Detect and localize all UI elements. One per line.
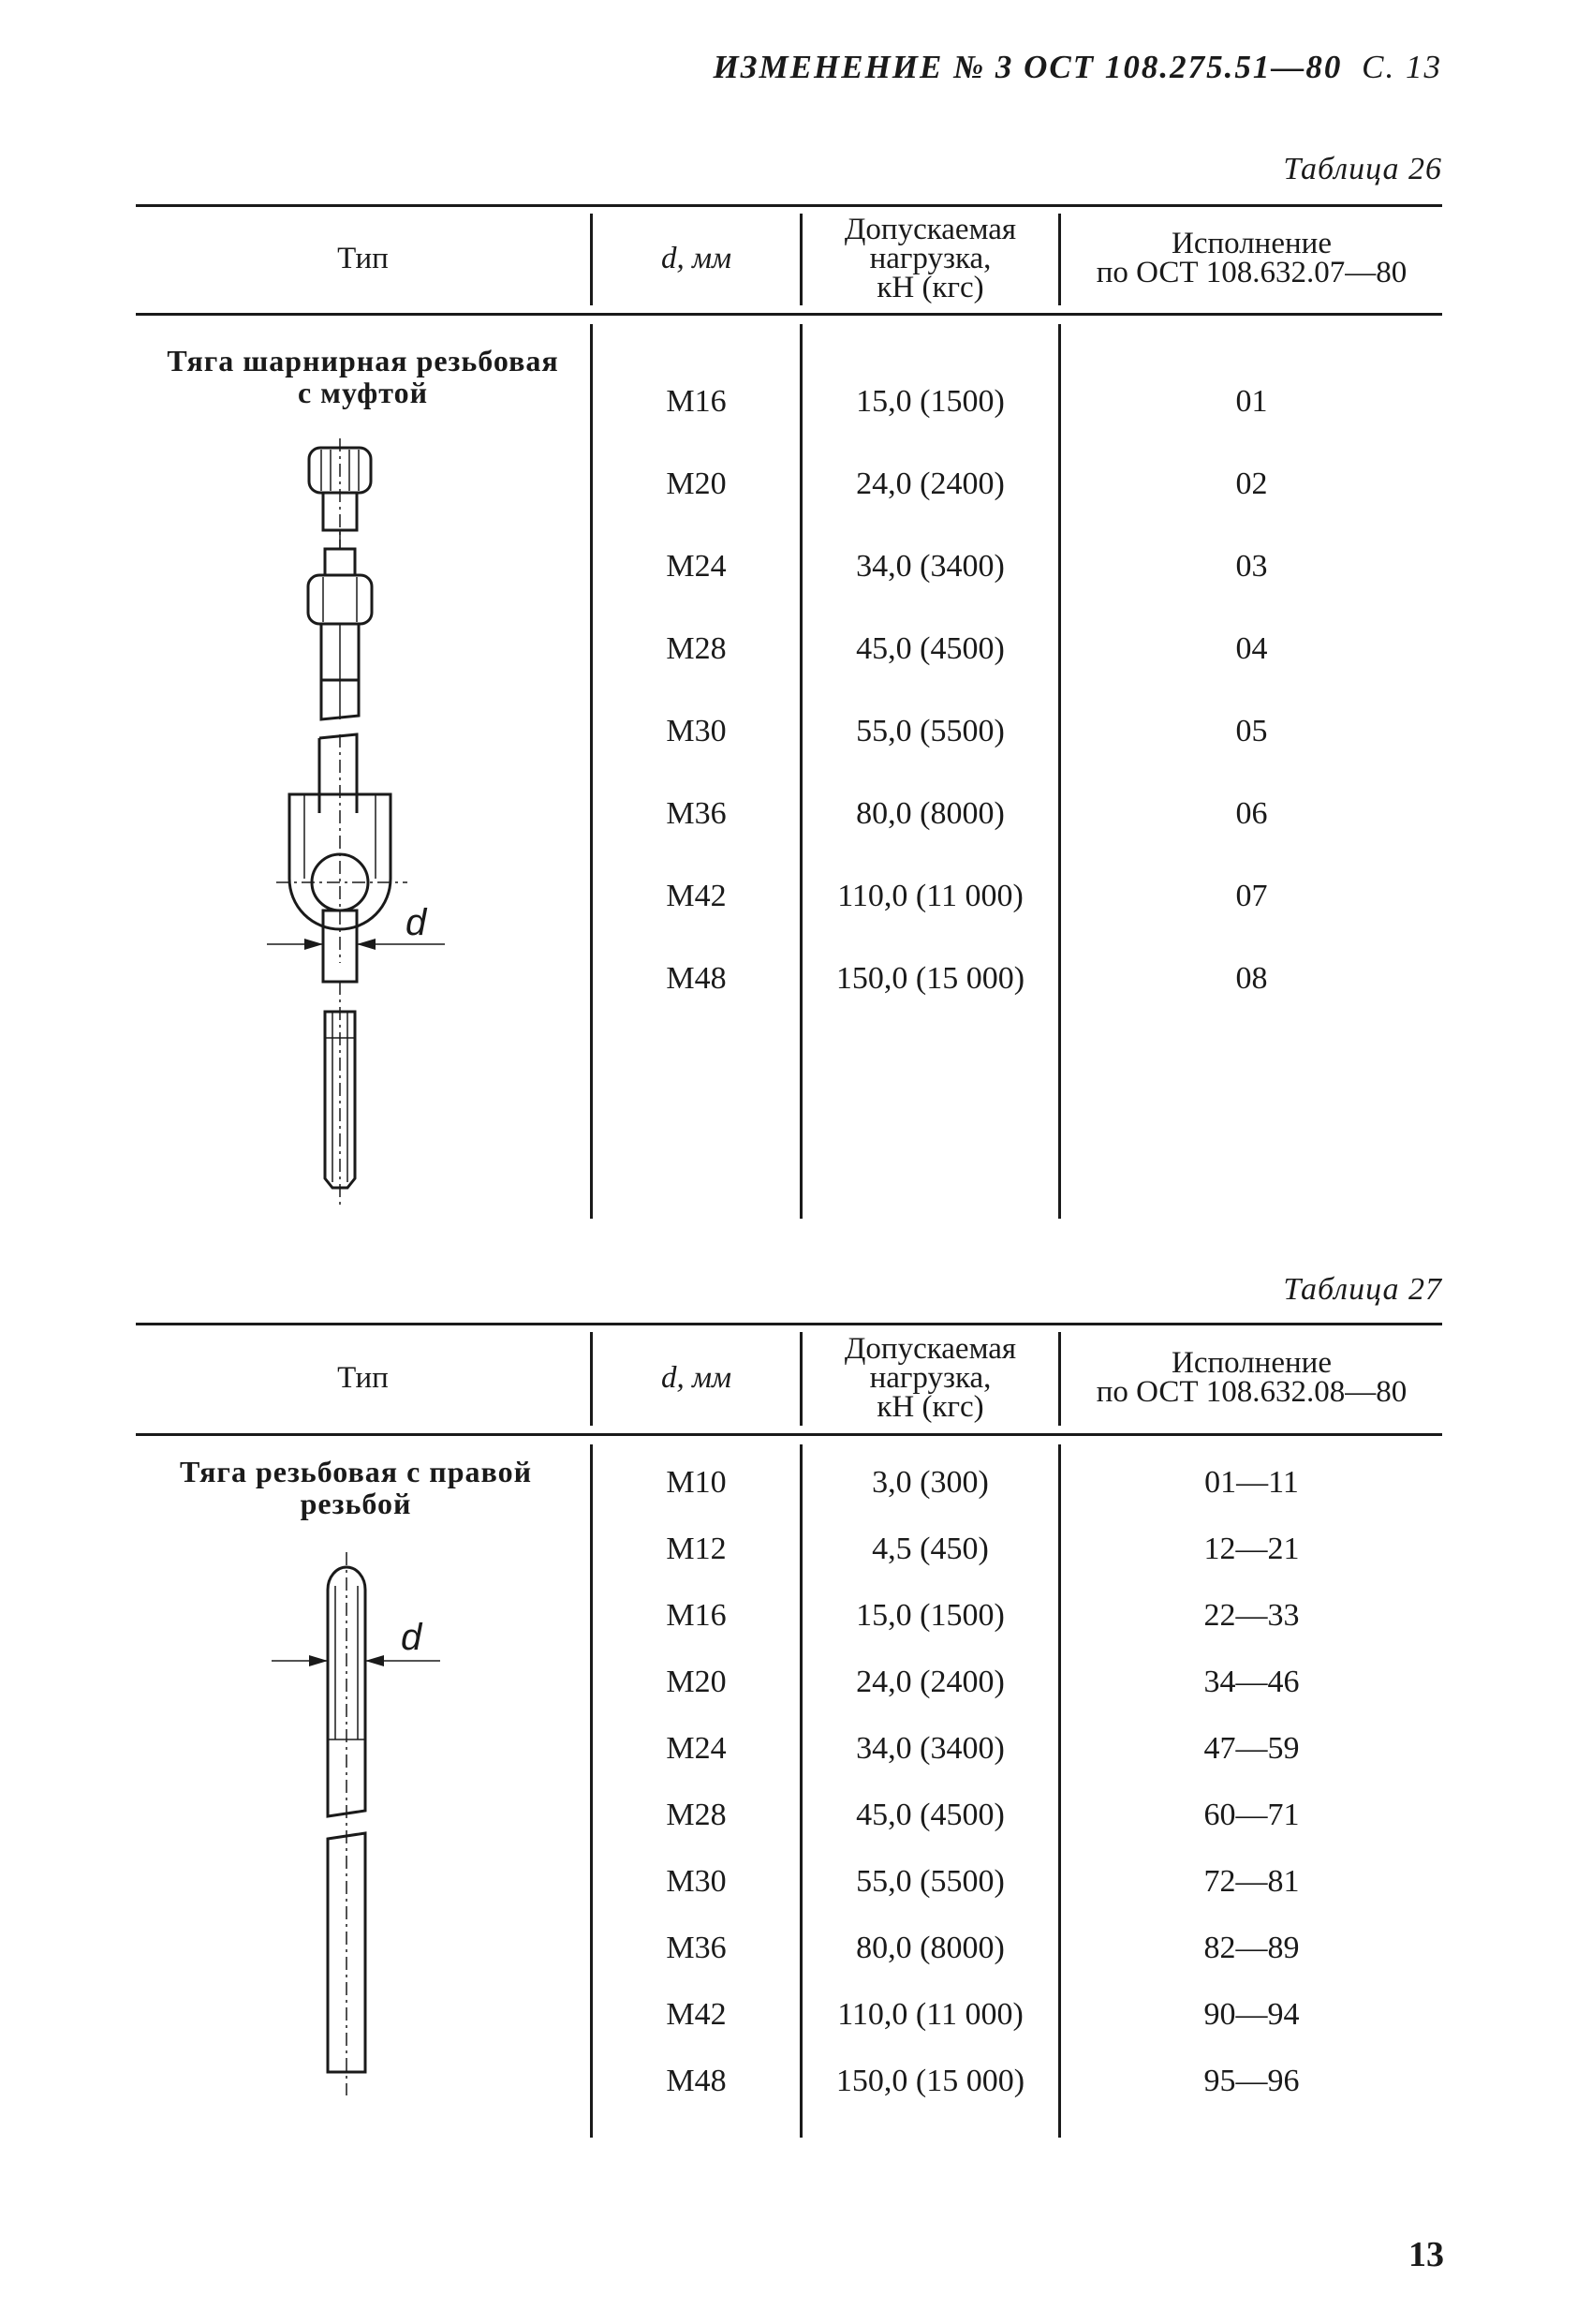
- table-26-cell-load: 150,0 (15 000): [835, 961, 1025, 996]
- rod-26-sleeve: [308, 575, 372, 624]
- table-27-cell-exec: 01—11: [1204, 1465, 1299, 1500]
- table-26-col-exec-l2: по ОСТ 108.632.07—80: [1096, 256, 1408, 289]
- table-26-cell-d: М16: [666, 384, 727, 419]
- table-26-cell-exec: 06: [1235, 796, 1268, 831]
- table-27-col-exec-l2: по ОСТ 108.632.08—80: [1096, 1375, 1408, 1409]
- table-27-cell-load: 150,0 (15 000): [835, 2064, 1025, 2098]
- table-27-cell-load: 4,5 (450): [872, 1532, 989, 1566]
- table-27-cell-exec: 12—21: [1203, 1532, 1300, 1566]
- table-27-cell-load: 110,0 (11 000): [837, 1997, 1024, 2032]
- page-number: 13: [1408, 2235, 1444, 2274]
- table-27-caption: Таблица 27: [1283, 1272, 1442, 1307]
- table-26-col-load-l2: нагрузка,: [869, 241, 992, 275]
- table-27-cell-d: М16: [666, 1598, 727, 1633]
- table-26-vline: [1058, 324, 1061, 1219]
- table-27-type-name-l1: Тяга резьбовая с правой: [179, 1455, 533, 1488]
- table-27-cell-exec: 60—71: [1203, 1798, 1300, 1832]
- table-27-cell-load: 15,0 (1500): [856, 1598, 1005, 1633]
- table-27-cell-exec: 47—59: [1203, 1731, 1300, 1766]
- table-26-col-load-l1: Допускаемая: [844, 212, 1017, 246]
- table-26-col-load-l3: кН (кгс): [877, 270, 984, 304]
- table-26-cell-load: 80,0 (8000): [856, 796, 1005, 831]
- table-26-cell-exec: 07: [1235, 879, 1268, 913]
- table-27-col-type: [136, 1323, 590, 1433]
- table-27-col-load-l1: Допускаемая: [844, 1331, 1017, 1366]
- table-26-col-type: [136, 204, 590, 313]
- table-27-cell-exec: 22—33: [1203, 1598, 1300, 1633]
- table-26-cell-d: М30: [666, 714, 727, 748]
- table-27-cell-exec: 34—46: [1203, 1665, 1300, 1699]
- table-26-cell-exec: 02: [1235, 466, 1268, 501]
- table-27: [136, 1323, 1442, 2138]
- table-27-col-load-l2: нагрузка,: [869, 1360, 992, 1395]
- table-26-col-exec: [1061, 204, 1442, 313]
- table-27-cell-exec: 72—81: [1203, 1864, 1300, 1899]
- table-26-cell-load: 34,0 (3400): [856, 549, 1005, 584]
- table-26-cell-d: М36: [666, 796, 727, 831]
- table-27-type-name-l2: резьбой: [300, 1487, 412, 1520]
- table-27-cell-d: М12: [666, 1532, 727, 1566]
- table-26-cell-load: 55,0 (5500): [856, 714, 1005, 748]
- table-27-cell-load: 34,0 (3400): [856, 1731, 1005, 1766]
- table-27-type-name: [136, 1456, 576, 1519]
- table-26: [136, 204, 1442, 1221]
- table-27-cell-d: М20: [666, 1665, 727, 1699]
- rod-26-fork-shank: [319, 734, 357, 813]
- table-27-cell-exec: 82—89: [1203, 1931, 1300, 1965]
- table-27-cell-d: М30: [666, 1864, 727, 1899]
- table-26-cell-exec: 04: [1235, 631, 1268, 666]
- table-26-cell-d: М24: [666, 549, 727, 584]
- rod-26-neck: [325, 549, 355, 575]
- table-26-col-type-label: Тип: [337, 241, 389, 275]
- table-26-cell-d: М20: [666, 466, 727, 501]
- table-27-cell-d: М24: [666, 1731, 727, 1766]
- running-head: [714, 49, 1443, 86]
- table-27-cell-d: М10: [666, 1465, 727, 1500]
- table-27-col-d-label: d, мм: [660, 1360, 732, 1395]
- table-27-col-load-l3: кН (кгс): [877, 1389, 984, 1424]
- table-26-cell-d: М28: [666, 631, 727, 666]
- table-27-cell-d: М36: [666, 1931, 727, 1965]
- table-26-type-name-l2: с муфтой: [297, 376, 429, 409]
- table-27-col-d: [593, 1323, 800, 1433]
- threaded-rod-drawing: [272, 1552, 571, 2095]
- rod-27-dim-arrow: [309, 1655, 328, 1666]
- table-26-type-name-l1: Тяга шарнирная резьбовая: [167, 344, 559, 377]
- table-26-cell-load: 24,0 (2400): [856, 466, 1005, 501]
- rod-27-dim-arrow: [365, 1655, 384, 1666]
- rod-26-dim-arrow: [304, 939, 323, 950]
- table-27-cell-load: 55,0 (5500): [856, 1864, 1005, 1899]
- table-27-cell-exec: 95—96: [1203, 2064, 1300, 2098]
- table-26-type-name: [136, 345, 590, 408]
- header-page-ref: С. 13: [1362, 49, 1442, 85]
- table-27-cell-load: 80,0 (8000): [856, 1931, 1005, 1965]
- table-27-col-exec-l1: Исполнение: [1172, 1346, 1332, 1380]
- table-26-cell-load: 110,0 (11 000): [837, 879, 1024, 913]
- table-27-cell-d: М48: [666, 2064, 727, 2098]
- table-26-col-exec-l1: Исполнение: [1172, 227, 1332, 260]
- table-26-cell-load: 15,0 (1500): [856, 384, 1005, 419]
- table-27-cell-d: М42: [666, 1997, 727, 2032]
- table-27-cell-exec: 90—94: [1203, 1997, 1300, 2032]
- rod-26-dim-label: d: [405, 902, 427, 943]
- table-27-cell-load: 24,0 (2400): [856, 1665, 1005, 1699]
- rod-26-dim-arrow: [357, 939, 376, 950]
- table-26-cell-exec: 05: [1235, 714, 1268, 748]
- table-27-col-type-label: Тип: [337, 1360, 389, 1395]
- table-27-cell-load: 45,0 (4500): [856, 1798, 1005, 1832]
- header-title: ИЗМЕНЕНИЕ № 3 ОСТ 108.275.51—80: [713, 49, 1343, 85]
- table-27-header-rule: [136, 1433, 1442, 1436]
- hinged-rod-drawing: [267, 438, 604, 1206]
- table-27-cell-load: 3,0 (300): [872, 1465, 989, 1500]
- table-26-col-d: [593, 204, 800, 313]
- table-26-cell-d: М48: [666, 961, 727, 996]
- table-26-cell-exec: 03: [1235, 549, 1268, 584]
- table-27-col-exec: [1061, 1323, 1442, 1433]
- table-26-caption: Таблица 26: [1283, 152, 1442, 186]
- table-26-cell-exec: 08: [1235, 961, 1268, 996]
- table-26-header-rule: [136, 313, 1442, 316]
- table-26-vline: [800, 324, 803, 1219]
- table-26-cell-exec: 01: [1235, 384, 1268, 419]
- table-26-cell-d: М42: [666, 879, 727, 913]
- rod-27-dim-label: d: [401, 1617, 422, 1658]
- table-26-col-d-label: d, мм: [660, 241, 732, 275]
- table-27-cell-d: М28: [666, 1798, 727, 1832]
- rod-27-shank-top: [328, 1739, 365, 1816]
- table-26-cell-load: 45,0 (4500): [856, 631, 1005, 666]
- table-26-col-load: [803, 204, 1058, 313]
- table-27-col-load: [803, 1323, 1058, 1433]
